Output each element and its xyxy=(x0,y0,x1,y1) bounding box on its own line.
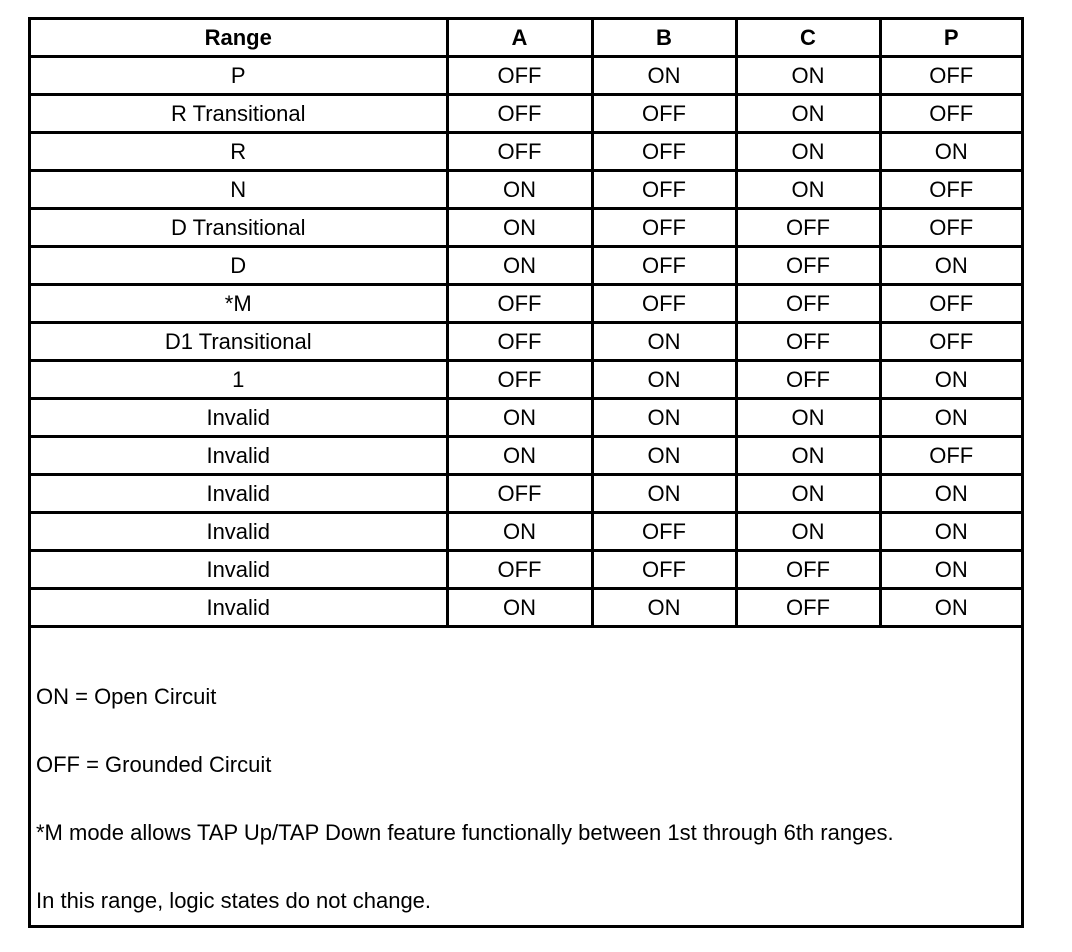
cell-range: R xyxy=(31,133,447,171)
cell-range: 1 xyxy=(31,361,447,399)
table-row xyxy=(31,437,1021,475)
cell-b: ON xyxy=(592,399,736,437)
cell-a: OFF xyxy=(447,551,592,589)
cell-c: ON xyxy=(736,513,880,551)
cell-c: OFF xyxy=(736,551,880,589)
table-row xyxy=(31,323,1021,361)
cell-a: OFF xyxy=(447,133,592,171)
cell-range: Invalid xyxy=(31,399,447,437)
cell-range: D xyxy=(31,247,447,285)
table-row xyxy=(31,95,1021,133)
cell-b: ON xyxy=(592,323,736,361)
cell-a: ON xyxy=(447,171,592,209)
cell-range: *M xyxy=(31,285,447,323)
cell-a: OFF xyxy=(447,95,592,133)
header-p: P xyxy=(880,20,1021,57)
cell-b: ON xyxy=(592,361,736,399)
cell-p: OFF xyxy=(880,437,1021,475)
cell-a: OFF xyxy=(447,57,592,95)
cell-c: OFF xyxy=(736,323,880,361)
cell-p: ON xyxy=(880,247,1021,285)
table-row xyxy=(31,171,1021,209)
cell-range: R Transitional xyxy=(31,95,447,133)
cell-p: OFF xyxy=(880,285,1021,323)
note-m-mode: *M mode allows TAP Up/TAP Down feature functionally between 1st through 6th ranges. xyxy=(36,820,894,845)
cell-c: OFF xyxy=(736,285,880,323)
table-body xyxy=(31,57,1021,627)
cell-a: ON xyxy=(447,437,592,475)
range-logic-table-frame xyxy=(28,17,1024,928)
table-row xyxy=(31,209,1021,247)
note-logic-states: In this range, logic states do not change. xyxy=(36,888,432,913)
cell-b: OFF xyxy=(592,209,736,247)
range-logic-table xyxy=(31,20,1021,628)
table-row xyxy=(31,475,1021,513)
cell-a: ON xyxy=(447,513,592,551)
cell-b: OFF xyxy=(592,95,736,133)
cell-p: ON xyxy=(880,513,1021,551)
cell-b: OFF xyxy=(592,551,736,589)
cell-b: ON xyxy=(592,589,736,627)
cell-c: OFF xyxy=(736,209,880,247)
cell-p: OFF xyxy=(880,323,1021,361)
cell-range: Invalid xyxy=(31,589,447,627)
table-row xyxy=(31,285,1021,323)
cell-b: OFF xyxy=(592,171,736,209)
cell-range: D Transitional xyxy=(31,209,447,247)
table-row xyxy=(31,57,1021,95)
cell-a: OFF xyxy=(447,475,592,513)
cell-b: OFF xyxy=(592,247,736,285)
table-header-row xyxy=(31,20,1021,57)
cell-a: OFF xyxy=(447,361,592,399)
cell-c: OFF xyxy=(736,361,880,399)
cell-p: ON xyxy=(880,551,1021,589)
cell-p: ON xyxy=(880,589,1021,627)
cell-c: ON xyxy=(736,399,880,437)
table-row xyxy=(31,589,1021,627)
cell-p: ON xyxy=(880,399,1021,437)
header-range: Range xyxy=(31,20,447,57)
header-c: C xyxy=(736,20,880,57)
cell-c: ON xyxy=(736,437,880,475)
cell-a: ON xyxy=(447,399,592,437)
cell-p: OFF xyxy=(880,95,1021,133)
note-off-definition: OFF = Grounded Circuit xyxy=(36,752,272,777)
cell-c: ON xyxy=(736,57,880,95)
cell-a: ON xyxy=(447,209,592,247)
cell-c: ON xyxy=(736,475,880,513)
note-on-definition: ON = Open Circuit xyxy=(36,684,217,709)
cell-b: OFF xyxy=(592,133,736,171)
cell-p: ON xyxy=(880,475,1021,513)
cell-c: OFF xyxy=(736,247,880,285)
cell-a: OFF xyxy=(447,323,592,361)
table-row xyxy=(31,513,1021,551)
cell-p: OFF xyxy=(880,209,1021,247)
cell-range: Invalid xyxy=(31,437,447,475)
cell-range: Invalid xyxy=(31,551,447,589)
notes-section xyxy=(36,686,1020,912)
cell-range: D1 Transitional xyxy=(31,323,447,361)
cell-p: ON xyxy=(880,361,1021,399)
cell-p: ON xyxy=(880,133,1021,171)
cell-b: OFF xyxy=(592,513,736,551)
cell-a: ON xyxy=(447,247,592,285)
cell-range: N xyxy=(31,171,447,209)
cell-range: P xyxy=(31,57,447,95)
cell-b: OFF xyxy=(592,285,736,323)
cell-p: OFF xyxy=(880,57,1021,95)
cell-p: OFF xyxy=(880,171,1021,209)
cell-b: ON xyxy=(592,437,736,475)
cell-b: ON xyxy=(592,475,736,513)
table-row xyxy=(31,551,1021,589)
cell-a: ON xyxy=(447,589,592,627)
cell-c: ON xyxy=(736,95,880,133)
cell-c: ON xyxy=(736,171,880,209)
cell-range: Invalid xyxy=(31,513,447,551)
cell-c: ON xyxy=(736,133,880,171)
table-row xyxy=(31,133,1021,171)
header-a: A xyxy=(447,20,592,57)
header-b: B xyxy=(592,20,736,57)
cell-b: ON xyxy=(592,57,736,95)
cell-range: Invalid xyxy=(31,475,447,513)
cell-c: OFF xyxy=(736,589,880,627)
table-row xyxy=(31,247,1021,285)
cell-a: OFF xyxy=(447,285,592,323)
table-row xyxy=(31,399,1021,437)
table-row xyxy=(31,361,1021,399)
